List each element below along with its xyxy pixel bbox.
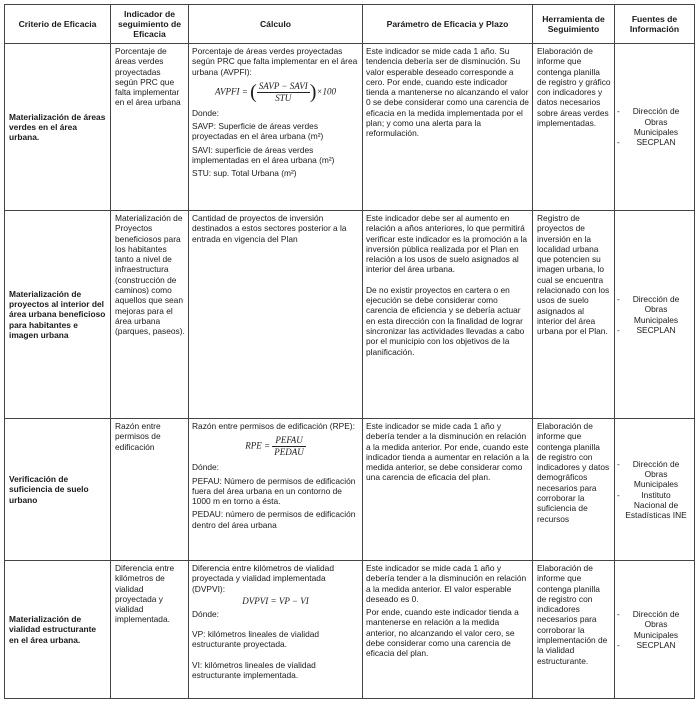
donde-label: Donde: (192, 107, 220, 118)
header-herramienta: Herramienta de Seguimiento (533, 5, 615, 44)
header-criterio: Criterio de Eficacia (5, 5, 111, 44)
list-item: - Dirección de Obras Municipales (617, 106, 691, 137)
criterio-cell: Materialización de vialidad estructurante en el área urbana. (5, 561, 111, 699)
formula (192, 81, 359, 104)
paren-open-icon: ( (250, 80, 257, 103)
fuentes-list (617, 106, 691, 147)
calculo-cell (189, 211, 363, 419)
indicador-cell: Diferencia entre kilómetros de vialidad proyectada y vialidad implementada. (111, 561, 189, 699)
definition: STU: sup. Total Urbana (m²) (192, 168, 297, 179)
parametro-cell (363, 561, 533, 699)
donde-label: Dónde: (192, 608, 220, 619)
definition: SAVI: superficie de áreas verdes implementadas en el área urbana (m²) (192, 144, 335, 166)
fuentes-cell (615, 44, 695, 211)
fuente-label: Instituto Nacional de Estadísticas INE (625, 489, 687, 521)
criterio-cell: Verificación de suficiencia de suelo urbano (5, 419, 111, 561)
parametro-cell (363, 211, 533, 419)
definition: SAVP: Superficie de áreas verdes proyectadas en el área urbana (m²) (192, 121, 324, 142)
fuentes-cell (615, 211, 695, 419)
definition: PEFAU: Número de permisos de edificación fuera del área urbana en un contorno de 1000 m en torno a ésta. (192, 475, 356, 507)
definition: PEDAU: número de permisos de edificación dentro del área urbana (192, 509, 356, 530)
fuente-label: Dirección de Obras Municipales (632, 458, 680, 490)
herramienta-cell: Elaboración de informe que contenga planilla de registro y gráfico con indicadores y datos necesarios sobre áreas verdes implementadas. (533, 44, 615, 211)
parametro-paragraph: Este indicador se mide cada 1 año. Su tendencia debería ser de disminución. Su valor esperable deseado corresponde a cero. Por ende, cuando este indicador tienda a mantenerse no alcanzando el valor 0 se debe considerar como una carencia de eficacia en la medida implementada por el plan; y como una alerta para la reformulación. (366, 46, 529, 139)
fuentes-list (617, 459, 691, 521)
formula (192, 435, 359, 458)
herramienta-cell: Elaboración de informe que contenga planilla de registro con indicadores necesarios para corroborar la implementación de la vialidad estructurante. (533, 561, 615, 699)
table-row (5, 44, 695, 211)
fuente-label: SECPLAN (636, 137, 676, 148)
list-item: - Dirección de Obras Municipales (617, 609, 691, 640)
table-header-row (5, 5, 695, 44)
list-item: - Dirección de Obras Municipales (617, 459, 691, 490)
formula-lhs: RPE = (245, 440, 271, 451)
formula-denominator: PEDAU (274, 447, 304, 458)
parametro-cell (363, 44, 533, 211)
calculo-intro: Cantidad de proyectos de inversión destinados a estos sectores posterior a la entrada en vigencia del Plan (192, 213, 347, 244)
list-item: - Instituto Nacional de Estadísticas INE (617, 489, 687, 521)
fuentes-cell (615, 561, 695, 699)
formula-numerator: SAVP − SAVI (258, 80, 308, 91)
calculo-cell (189, 561, 363, 699)
formula-lhs: AVPFI = (214, 86, 248, 97)
calculo-cell (189, 44, 363, 211)
paren-close-icon: ) (309, 80, 317, 103)
criterio-cell: Materialización de áreas verdes en el área urbana. (5, 44, 111, 211)
definition: VP: kilómetros lineales de vialidad estructurante proyectada. (192, 629, 320, 650)
parametro-paragraph: Este indicador se mide cada 1 año y debería tender a la disminución en relación a la medida anterior. Por ende, cuando este indicador tienda a aumentar en relación a la medida anterior, se debe considerar como una carencia de eficacia del plan. (366, 421, 529, 483)
calculo-intro: Razón entre permisos de edificación (RPE): (192, 421, 355, 431)
list-item: - SECPLAN (617, 640, 691, 650)
header-indicador: Indicador de seguimiento de Eficacia (111, 5, 189, 44)
fuentes-list (617, 294, 691, 335)
table-row (5, 561, 695, 699)
fuente-label: Dirección de Obras Municipales (632, 608, 680, 640)
header-parametro: Parámetro de Eficacia y Plazo (363, 5, 533, 44)
fuente-label: SECPLAN (636, 639, 676, 650)
header-fuentes: Fuentes de Información (615, 5, 695, 44)
formula-fraction (257, 81, 310, 104)
fuente-label: Dirección de Obras Municipales (632, 106, 680, 137)
formula-numerator: PEFAU (272, 435, 306, 447)
parametro-paragraph: Este indicador se mide cada 1 año y debería tender a la disminución en relación a la medida anterior. El valor esperable deseado es 0. (366, 563, 527, 604)
list-item: - SECPLAN (617, 325, 691, 335)
list-item: - Dirección de Obras Municipales (617, 294, 691, 325)
fuentes-cell (615, 419, 695, 561)
parametro-paragraph: Por ende, cuando este indicador tienda a mantenerse en relación a la medida anterior, no alcanzando el valor cero, se debe considerar como una carencia de eficacia del plan. (366, 607, 519, 659)
calculo-cell (189, 419, 363, 561)
indicador-cell: Porcentaje de áreas verdes proyectadas según PRC que falta implementar en el área urbana (111, 44, 189, 211)
calculo-intro: Porcentaje de áreas verdes proyectadas según PRC que falta implementar en el área urbana (AVPFI): (192, 46, 358, 77)
efficacy-indicator-table (4, 4, 695, 699)
formula-tail: ×100 (316, 86, 337, 97)
herramienta-cell: Elaboración de informe que contenga planilla de registro con indicadores y datos demográficos necesarios para corroborar la suficiencia de recursos (533, 419, 615, 561)
list-item: - SECPLAN (617, 137, 691, 147)
fuente-label: SECPLAN (636, 324, 676, 335)
definition: VI: kilómetros lineales de vialidad estructurante implementada. (192, 659, 316, 681)
formula: DVPVI = VP − VI (242, 595, 309, 606)
header-calculo: Cálculo (189, 5, 363, 44)
parametro-cell (363, 419, 533, 561)
table-row (5, 211, 695, 419)
efficacy-indicator-table-page (4, 4, 694, 699)
formula-fraction (272, 435, 306, 458)
indicador-cell: Razón entre permisos de edificación (111, 419, 189, 561)
fuentes-list (617, 609, 691, 650)
formula-denominator: STU (275, 92, 292, 103)
fuente-label: Dirección de Obras Municipales (632, 293, 680, 325)
table-row (5, 419, 695, 561)
parametro-paragraph: Este indicador debe ser al aumento en relación a años anteriores, lo que permitirá verificar este indicador es la promoción a la inversión pública realizada por el Plan en relación a los usos de suelo asignados al interior del área urbana. (366, 213, 528, 275)
indicador-cell: Materialización de Proyectos beneficiosos para los habitantes tanto a nivel de infraestructura (construcción de caminos) como aquellos que sean mejoras para el área urbana (parques, paseos). (111, 211, 189, 419)
herramienta-cell: Registro de proyectos de inversión en la localidad urbana que potencien su imagen urbana, lo cual se encuentra relacionado con los usos de suelo asignados al interior del área urbana por el Plan. (533, 211, 615, 419)
parametro-paragraph: De no existir proyectos en cartera o en ejecución se debe considerar como carencia de eficiencia y se debería actuar en esta dirección con la finalidad de lograr sincronizar las actividades llevadas a cabo por el municipio con los objetivos de la planificación. (366, 284, 525, 357)
donde-label: Dónde: (192, 462, 220, 473)
calculo-intro: Diferencia entre kilómetros de vialidad proyectada y vialidad implementada (DVPVI): (192, 563, 334, 594)
criterio-cell: Materialización de proyectos al interior del área urbana beneficioso para habitantes e imagen urbana (5, 211, 111, 419)
